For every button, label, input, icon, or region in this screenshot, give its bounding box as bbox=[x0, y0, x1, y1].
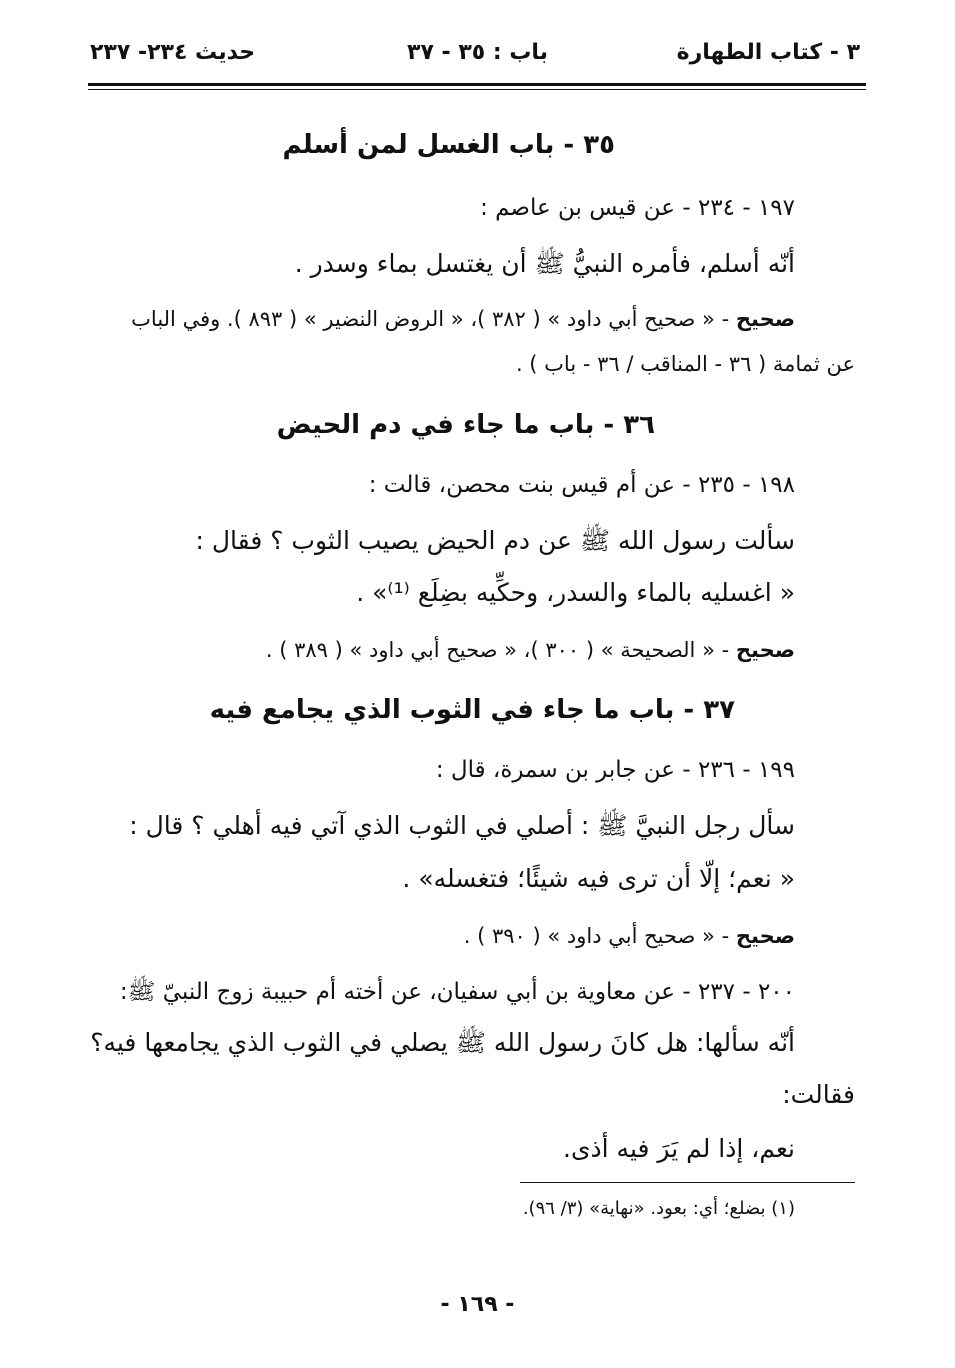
grading-197 bbox=[131, 307, 795, 331]
grading-197-cont: عن ثمامة ( ٣٦ - المناقب / ٣٦ - باب ) . bbox=[515, 352, 855, 376]
hadith-text-200-b: فقالت: bbox=[782, 1080, 855, 1109]
hadith-text-197: أنّه أسلم، فأمره النبيُّ ﷺ أن يغتسل بماء وسدر . bbox=[294, 249, 795, 278]
hadith-text-198-a: سألت رسول الله ﷺ عن دم الحيض يصيب الثوب ؟ فقال : bbox=[195, 526, 795, 555]
hadith-text-198-b: « اغسليه بالماء والسدر، وحكِّيه بضِلَع ⁽¹⁾» . bbox=[356, 578, 795, 607]
hadith-number-200: ٢٠٠ - ٢٣٧ - عن معاوية بن أبي سفيان، عن أخته أم حبيبة زوج النبيّ ﷺ: bbox=[119, 979, 795, 1005]
header-hadith-range: حديث ٢٣٤- ٢٣٧ bbox=[90, 40, 256, 65]
page-number: - ١٦٩ - bbox=[440, 1292, 515, 1317]
grade-label: صحيح bbox=[735, 307, 795, 331]
header-rule-thin bbox=[88, 89, 866, 90]
footnote-rule bbox=[520, 1182, 855, 1183]
hadith-text-199-b: « نعم؛ إلّا أن ترى فيه شيئًا؛ فتغسله» . bbox=[402, 864, 795, 893]
hadith-number-197: ١٩٧ - ٢٣٤ - عن قيس بن عاصم : bbox=[480, 195, 795, 221]
grading-199 bbox=[464, 924, 795, 948]
section-title-36: ٣٦ - باب ما جاء في دم الحيض bbox=[276, 410, 655, 440]
grading-198 bbox=[266, 638, 795, 662]
footnote: (١) بضلع؛ أي: بعود. «نهاية» (٣/ ٩٦). bbox=[522, 1198, 795, 1219]
hadith-text-199-a: سأل رجل النبيَّ ﷺ : أصلي في الثوب الذي آتي فيه أهلي ؟ قال : bbox=[129, 811, 795, 840]
section-title-37: ٣٧ - باب ما جاء في الثوب الذي يجامع فيه bbox=[209, 695, 735, 725]
header-book-title: ٣ - كتاب الطهارة bbox=[676, 40, 860, 65]
hadith-text-200-a: أنّه سألها: هل كانَ رسول الله ﷺ يصلي في الثوب الذي يجامعها فيه؟ bbox=[90, 1028, 795, 1057]
grade-label: صحيح bbox=[735, 638, 795, 662]
hadith-number-198: ١٩٨ - ٢٣٥ - عن أم قيس بنت محصن، قالت : bbox=[368, 472, 795, 498]
section-title-35: ٣٥ - باب الغسل لمن أسلم bbox=[282, 130, 615, 160]
hadith-text-200-c: نعم، إذا لم يَرَ فيه أذى. bbox=[563, 1134, 795, 1163]
hadith-number-199: ١٩٩ - ٢٣٦ - عن جابر بن سمرة، قال : bbox=[435, 757, 795, 783]
grade-sources: - « صحيح أبي داود » ( ٣٩٠ ) . bbox=[463, 924, 730, 948]
header-rule bbox=[88, 83, 866, 86]
header-chapter-range: باب : ٣٥ - ٣٧ bbox=[407, 40, 548, 65]
grade-sources: - « صحيح أبي داود » ( ٣٨٢ )، « الروض النضير » ( ٨٩٣ ). وفي الباب bbox=[131, 307, 730, 331]
grade-sources: - « الصحيحة » ( ٣٠٠ )، « صحيح أبي داود » ( ٣٨٩ ) . bbox=[265, 638, 730, 662]
grade-label: صحيح bbox=[735, 924, 795, 948]
